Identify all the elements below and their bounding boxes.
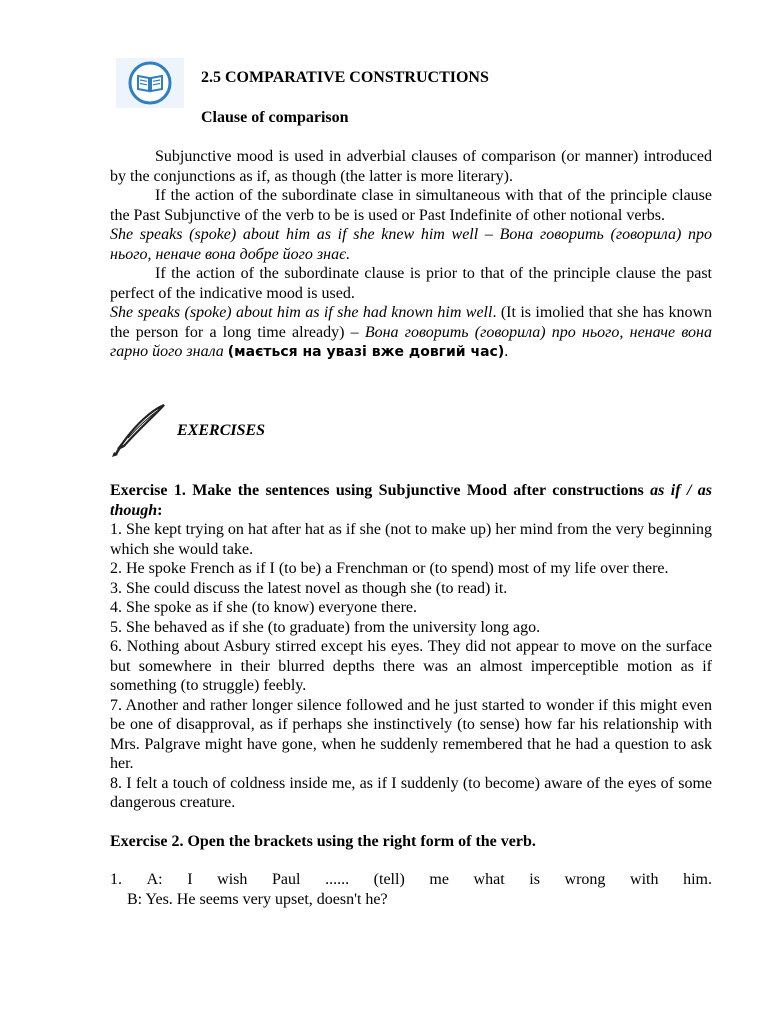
word: Paul <box>272 871 301 888</box>
exercise-1-title-italic: as if / as though <box>110 482 713 519</box>
example-1: She speaks (spoke) about him as if she knew him well – Вона говорить (говорила) про нього, неначе вона добре його знає. <box>110 226 712 263</box>
theory-paragraph-1: Subjunctive mood is used in adverbial clauses of comparison (or manner) introduced by the conjunctions as if, as though (the latter is more literary). <box>110 148 712 185</box>
exercises-heading: EXERCISES <box>177 422 266 439</box>
exercise-2-item-1-a <box>110 870 712 890</box>
exercise-1-item-8: 8. I felt a touch of coldness inside me, as if I suddenly (to become) aware of the eyes of some dangerous creature. <box>110 774 712 811</box>
word: wish <box>217 871 248 888</box>
exercise-1-item-7: 7. Another and rather longer silence followed and he just started to wonder if this might even be one of disapproval, as if perhaps she instinctively (to sense) how far his relationship with Mrs. Palgrave might have gone, when he suddenly remembered that he had a question to ask her. <box>110 696 712 772</box>
spacer <box>110 851 712 870</box>
exercise-2-title: Exercise 2. Open the brackets using the right form of the verb. <box>110 832 536 850</box>
theory-paragraph-2: If the action of the subordinate clase in simultaneous with that of the principle clause the Past Subjunctive of the verb to be is used or Past Indefinite of other notional verbs. <box>110 187 712 224</box>
word: wrong <box>564 871 606 888</box>
word: is <box>529 871 540 888</box>
quill-pen-icon <box>108 402 170 458</box>
exercises-text <box>110 481 712 909</box>
exercise-1-title-text: Exercise 1. Make the sentences using Subjunctive Mood after constructions <box>110 482 651 499</box>
exercise-1-item-5: 5. She behaved as if she (to graduate) from the university long ago. <box>110 618 541 636</box>
exercise-1-title <box>110 481 712 520</box>
example-2-english: She speaks (spoke) about him as if she had known him well <box>110 304 493 321</box>
theory-paragraph-3: If the action of the subordinate clause is prior to that of the principle clause the past perfect of the indicative mood is used. <box>110 265 712 302</box>
word: him. <box>683 871 712 888</box>
section-title: 2.5 COMPARATIVE CONSTRUCTIONS <box>201 69 489 86</box>
exercise-1-item-3: 3. She could discuss the latest novel as though she (to read) it. <box>110 579 508 597</box>
book-icon <box>116 58 184 108</box>
example-2-note: . (It is imolied that she has known the person for a long time already) – <box>110 304 713 341</box>
word: I <box>187 871 193 888</box>
section-subtitle: Clause of comparison <box>201 109 349 126</box>
exercise-2-item-1-b: B: Yes. He seems very upset, doesn't he? <box>127 890 388 908</box>
example-2 <box>110 303 712 363</box>
word: 1. <box>110 871 122 888</box>
word: (tell) <box>373 871 405 888</box>
example-2-ukrainian: Вона говорить (говорила) про нього, неначе вона гарно його знала <box>110 323 712 360</box>
exercise-1-item-6: 6. Nothing about Asbury stirred except his eyes. They did not appear to move on the surface but somewhere in their blurred depths there was an almost imperceptible motion as if something (to struggle) feebly. <box>110 638 712 694</box>
exercise-1-item-4: 4. She spoke as if she (to know) everyone there. <box>110 599 418 616</box>
theory-text <box>110 147 712 363</box>
word: ...... <box>325 871 350 888</box>
word: what <box>473 871 505 888</box>
word: A: <box>146 871 163 888</box>
exercise-1-item-1: 1. She kept trying on hat after hat as if she (not to make up) her mind from the very beginning which she would take. <box>110 521 712 558</box>
word: me <box>429 871 449 888</box>
exercise-1-title-end: : <box>157 501 163 519</box>
exercise-1-item-2: 2. He spoke French as if I (to be) a Frenchman or (to spend) most of my life over there. <box>110 560 669 577</box>
spacer <box>110 813 712 832</box>
example-2-ukrainian-note: (мається на увазі вже довгий час) <box>227 344 505 360</box>
word: with <box>630 871 659 888</box>
example-2-end: . <box>504 343 509 360</box>
